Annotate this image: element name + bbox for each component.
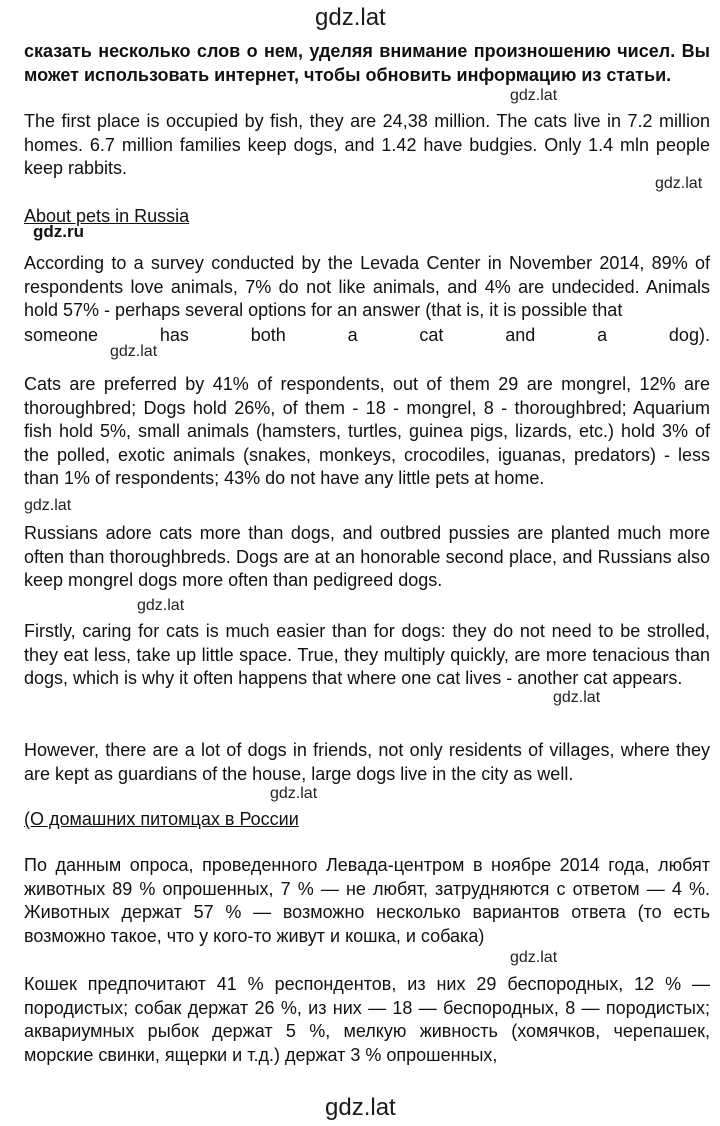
paragraph-cats-preferred: Cats are preferred by 41% of respondents, out of them 29 are mongrel, 12% are thoroughbred; Dogs hold 26%, of them - 18 - mongrel, 8 - thoroughbred; Aquarium fish hold 5%, small animals (hamsters, turtles, guinea pigs, lizards, etc.) hold 3% of the polled, exotic animals (snakes, monkeys, crocodiles, iguanas, predators) - less than 1% of respondents; 43% do not have any little pets at home.	[24, 374, 710, 488]
brand-watermark: gdz.ru	[33, 222, 84, 241]
word: and	[505, 325, 536, 345]
watermark-bottom: gdz.lat	[325, 1094, 396, 1121]
word: someone	[24, 325, 99, 345]
watermark: gdz.lat	[510, 87, 558, 104]
task-text: сказать несколько слов о нем, уделяя внимание произношению чисел. Вы может использовать интернет, чтобы обновить информацию из статьи.	[24, 41, 710, 85]
watermark-top: gdz.lat	[315, 4, 386, 31]
word: a	[597, 325, 608, 345]
paragraph-russians-adore-cats: Russians adore cats more than dogs, and outbred pussies are planted much more often than thoroughbreds. Dogs are at an honorable second place, and Russians also keep mongrel dogs more often than pedigreed dogs.	[24, 523, 710, 590]
watermark: gdz.lat	[510, 949, 558, 966]
paragraph-dogs-in-friends: However, there are a lot of dogs in friends, not only residents of villages, where they are kept as guardians of the house, large dogs live in the city as well.	[24, 740, 710, 784]
word: dog).	[668, 325, 710, 345]
paragraph-fish-stats: The first place is occupied by fish, they are 24,38 million. The cats live in 7.2 million homes. 6.7 million families keep dogs, and 1.42 have budgies. Only 1.4 mln people keep rabbits.	[24, 111, 710, 178]
watermark: gdz.lat	[110, 343, 158, 360]
watermark: gdz.lat	[553, 689, 601, 706]
word: has	[159, 325, 189, 345]
heading-about-pets-russia: About pets in Russia	[24, 206, 190, 226]
paragraph-levada-survey: According to a survey conducted by the Levada Center in November 2014, 89% of respondents love animals, 7% do not like animals, and 4% are undecided. Animals hold 57% - perhaps several options for an answer (that is, it is possible that	[24, 253, 710, 320]
watermark: gdz.lat	[24, 497, 72, 514]
word: both	[250, 325, 286, 345]
watermark: gdz.lat	[655, 175, 703, 192]
watermark: gdz.lat	[137, 597, 185, 614]
paragraph-cats-preferred-ru: Кошек предпочитают 41 % респондентов, из них 29 беспородных, 12 % — породистых; собак держат 26 %, из них — 18 — беспородных, 8 — породистых; аквариумных рыбок держат 5 %, мелкую живность (хомячков, черепашек, морские свинки, ящерки и т.д.) держат 3 % опрошенных,	[24, 974, 710, 1065]
paragraph-levada-survey-ru: По данным опроса, проведенного Левада-центром в ноябре 2014 года, любят животных 89 % опрошенных, 7 % — не любят, затрудняются с ответом — 4 %. Животных держат 57 % — возможно несколько вариантов ответа (то есть возможно такое, что у кого-то живут и кошка, и собака)	[24, 855, 710, 946]
watermark: gdz.lat	[270, 785, 318, 802]
word: cat	[419, 325, 444, 345]
paragraph-caring-for-cats: Firstly, caring for cats is much easier than for dogs: they do not need to be strolled, they eat less, take up little space. True, they multiply quickly, are more tenacious than dogs, which is why it often happens that where one cat lives - another cat appears.	[24, 621, 710, 688]
heading-russian-translation: (О домашних питомцах в России	[24, 809, 299, 829]
word: a	[347, 325, 358, 345]
